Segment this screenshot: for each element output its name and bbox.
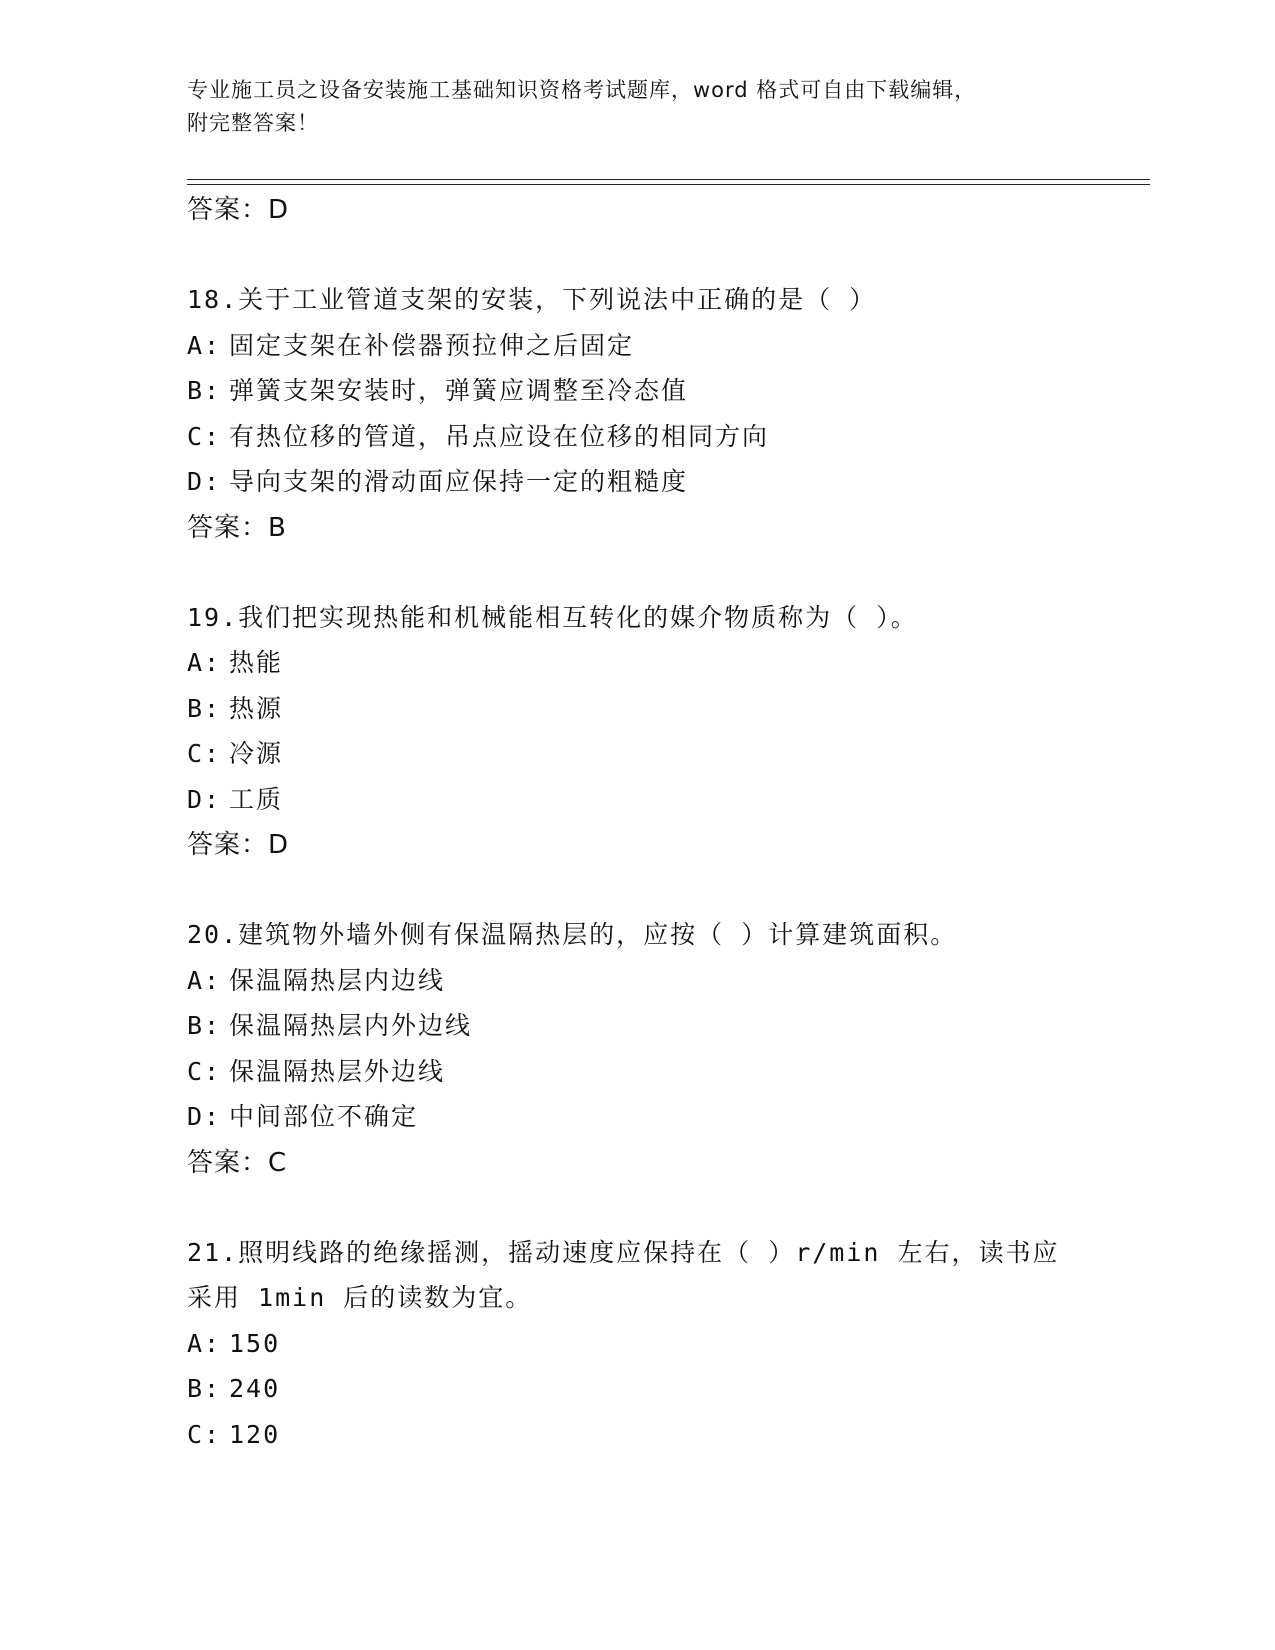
question-text: 采用 1min 后的读数为宜。: [187, 1283, 533, 1312]
option-text: 工质: [229, 784, 284, 814]
question-list: [187, 187, 1107, 1457]
question-spacer: [187, 868, 1107, 912]
answer-line: 答案：B: [187, 512, 287, 543]
option-text: 导向支架的滑动面应保持一定的粗糙度: [229, 467, 689, 496]
question-spacer: [187, 551, 1107, 595]
header-line-1: 专业施工员之设备安装施工基础知识资格考试题库，word 格式可自由下载编辑，: [187, 78, 977, 102]
option-key: C:: [187, 739, 222, 768]
option-key: C:: [187, 1056, 222, 1086]
answer-option: [187, 368, 1107, 414]
option-text: 保温隔热层外边线: [229, 1056, 446, 1086]
option-text: 冷源: [229, 739, 284, 768]
option-text: 120: [229, 1419, 281, 1449]
answer-line: 答案：C: [187, 1147, 288, 1178]
option-key: D:: [187, 467, 222, 496]
option-text: 中间部位不确定: [229, 1102, 419, 1131]
option-text: 热源: [229, 693, 284, 723]
question-text: 19.我们把实现热能和机械能相互转化的媒介物质称为（ ）。: [187, 602, 918, 632]
option-key: B:: [187, 1374, 222, 1403]
answer-option: [187, 640, 1107, 686]
answer-option: [187, 1366, 1107, 1412]
option-key: A:: [187, 330, 222, 360]
question-block: [187, 277, 1107, 551]
option-key: A:: [187, 1328, 222, 1358]
answer-option: [187, 1412, 1107, 1458]
answer-option: [187, 459, 1107, 505]
answer-option: [187, 958, 1107, 1004]
question-block: [187, 912, 1107, 1186]
option-text: 热能: [229, 648, 284, 677]
option-text: 240: [229, 1374, 281, 1403]
answer-option: [187, 686, 1107, 732]
question-block: [187, 595, 1107, 869]
answer-option: [187, 1321, 1107, 1367]
answer-option: [187, 414, 1107, 460]
option-text: 弹簧支架安装时，弹簧应调整至冷态值: [229, 376, 689, 405]
option-key: A:: [187, 648, 222, 677]
option-key: B:: [187, 376, 222, 405]
answer-option: [187, 323, 1107, 369]
answer-line: 答案：D: [187, 195, 290, 225]
answer-option: [187, 731, 1107, 777]
answer-line: 答案：D: [187, 830, 290, 860]
option-text: 固定支架在补偿器预拉伸之后固定: [229, 330, 635, 360]
header-line-2: 附完整答案！: [187, 111, 319, 135]
option-key: D:: [187, 784, 222, 814]
option-text: 150: [229, 1328, 281, 1358]
document-header: [187, 74, 1107, 140]
option-text: 保温隔热层内边线: [229, 965, 446, 995]
option-key: B:: [187, 1011, 222, 1040]
answer-option: [187, 777, 1107, 823]
question-text: 20.建筑物外墙外侧有保温隔热层的，应按（ ）计算建筑面积。: [187, 920, 958, 949]
question-block: [187, 1230, 1107, 1458]
option-text: 有热位移的管道，吊点应设在位移的相同方向: [229, 421, 770, 451]
answer-option: [187, 1003, 1107, 1049]
question-spacer: [187, 233, 1107, 277]
option-key: C:: [187, 1419, 222, 1449]
header-divider-top: [187, 179, 1150, 180]
header-divider-bottom: [187, 184, 1150, 185]
answer-option: [187, 1094, 1107, 1140]
answer-option: [187, 1049, 1107, 1095]
option-text: 保温隔热层内外边线: [229, 1011, 473, 1040]
option-key: D:: [187, 1102, 222, 1131]
option-key: C:: [187, 421, 222, 451]
option-key: B:: [187, 693, 222, 723]
question-text: 18.关于工业管道支架的安装，下列说法中正确的是（ ）: [187, 285, 877, 314]
question-text: 21.照明线路的绝缘摇测，摇动速度应保持在（ ）r/min 左右，读书应: [187, 1237, 1060, 1267]
question-spacer: [187, 1186, 1107, 1230]
option-key: A:: [187, 965, 222, 995]
